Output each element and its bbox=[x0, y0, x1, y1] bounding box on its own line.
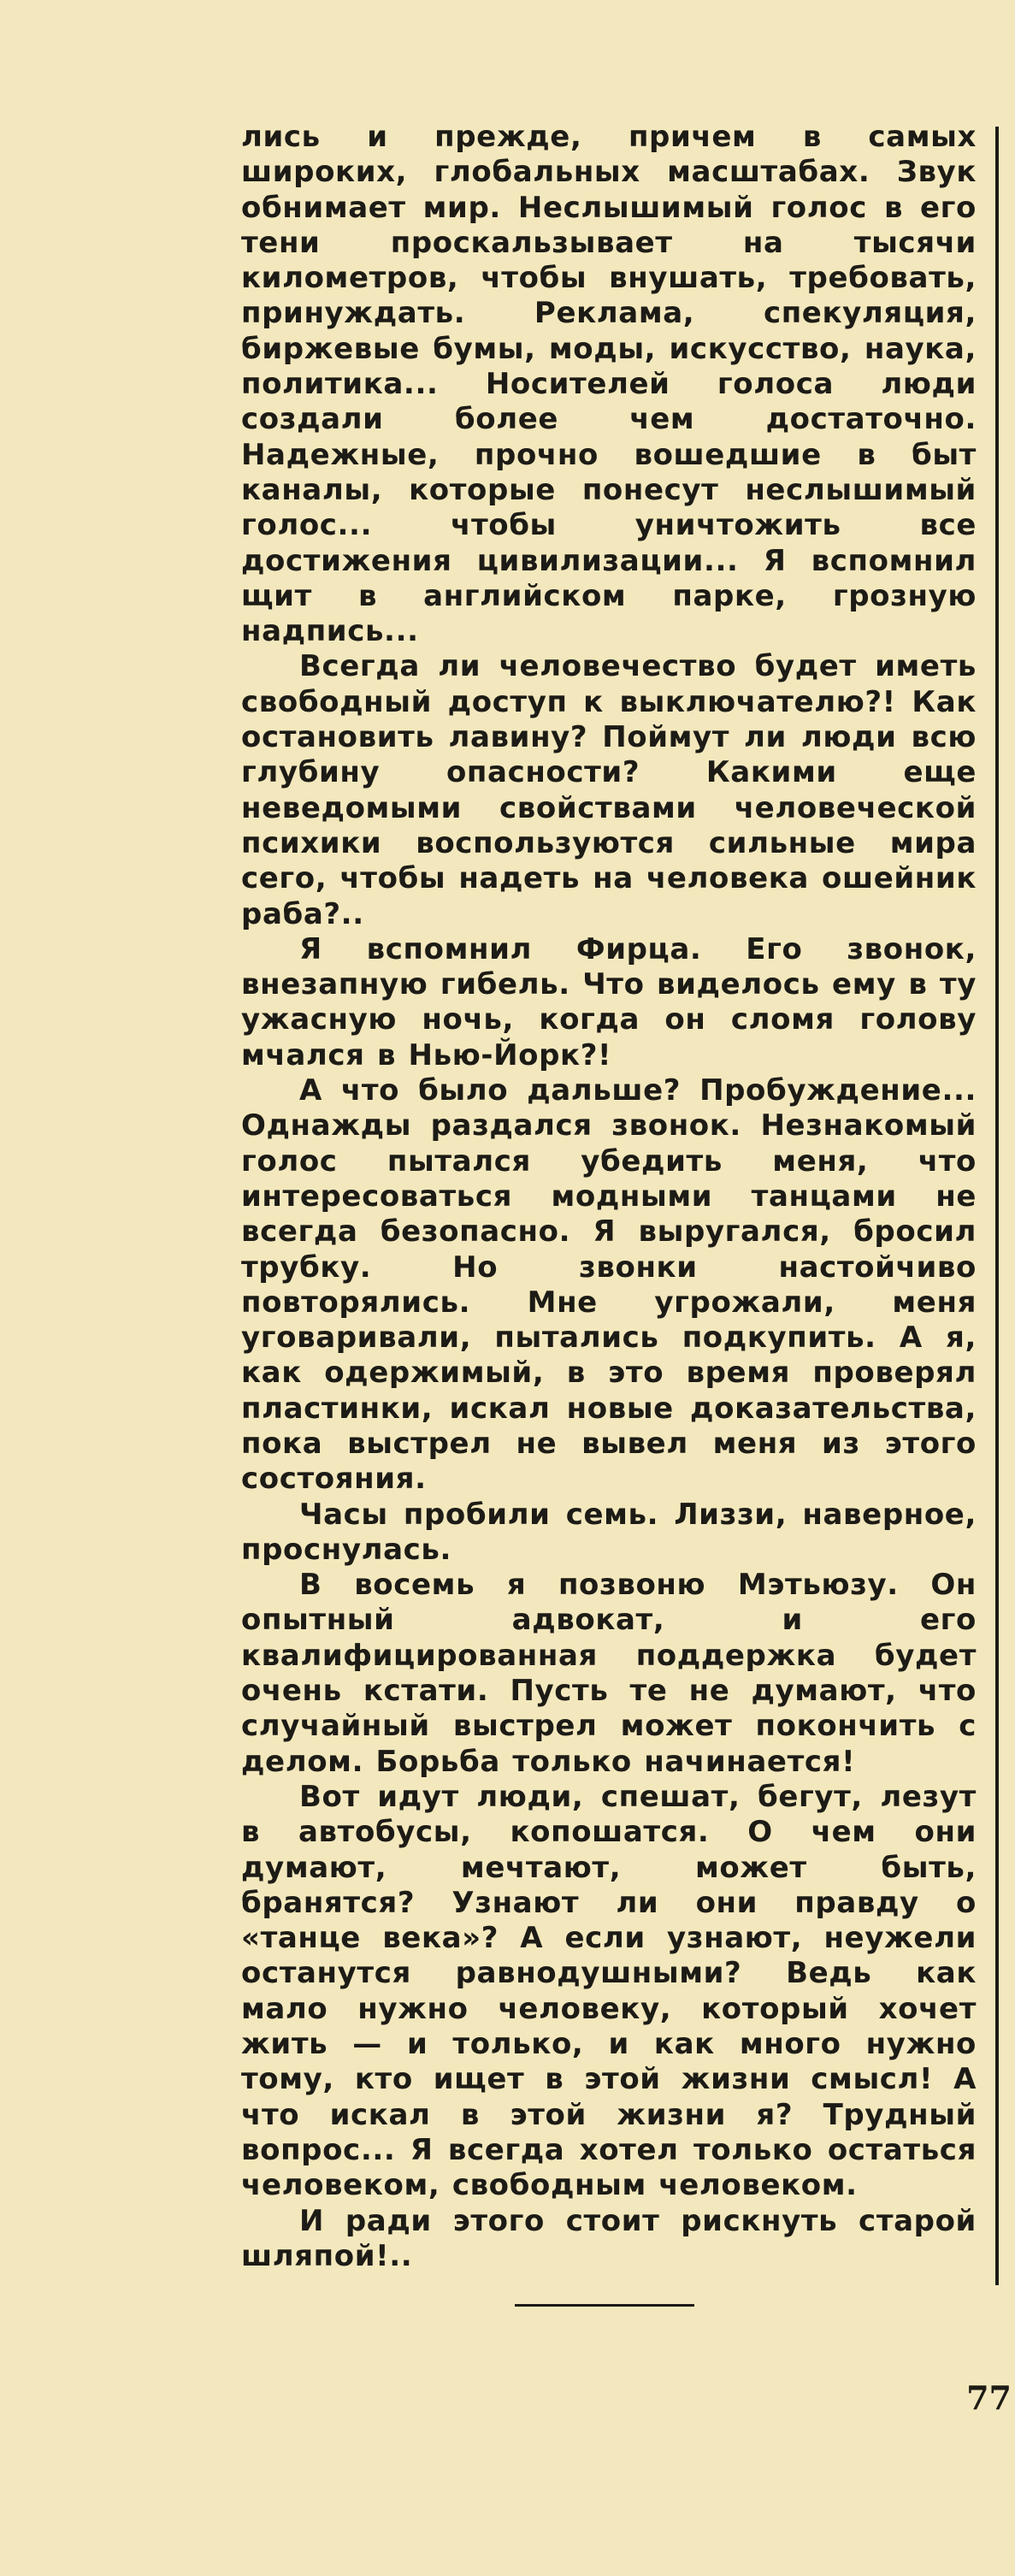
paragraph-continued: лись и прежде, причем в самых широких, глобальных масштабах. Звук обнимает мир. Неслышимый голос в его тени проскальзывает на тысячи километров, чтобы внушать, требовать, принуждать. Реклама, спекуляция, биржевые бумы, моды, искусство, наука, политика... Носителей голоса люди создали более чем достаточно. Надежные, прочно вошедшие в быт каналы, которые понесут неслышимый голос... чтобы уничтожить все достижения цивилизации... Я вспомнил щит в английском парке, грозную надпись... bbox=[241, 120, 977, 649]
paragraph: Я вспомнил Фирца. Его звонок, внезапную гибель. Что виделось ему в ту ужасную ночь, когда он сломя голову мчался в Нью-Йорк?! bbox=[241, 931, 977, 1072]
end-of-chapter-rule bbox=[515, 2304, 694, 2307]
vertical-column-rule bbox=[995, 127, 999, 2285]
paragraph: Вот идут люди, спешат, бегут, лезут в автобусы, копошатся. О чем они думают, мечтают, может быть, бранятся? Узнают ли они правду о «танце века»? А если узнают, неужели останутся равнодушными? Ведь как мало нужно человеку, который хочет жить — и только, и как много нужно тому, кто ищет в этой жизни смысл! А что искал в этой жизни я? Трудный вопрос... Я всегда хотел только остаться человеком, свободным человеком. bbox=[241, 1779, 977, 2203]
page-number: 77 bbox=[966, 2378, 1012, 2417]
text-column bbox=[241, 120, 977, 2274]
paragraph: В восемь я позвоню Мэтьюзу. Он опытный адвокат, и его квалифицированная поддержка будет очень кстати. Пусть те не думают, что случайный выстрел может покончить с делом. Борьба только начинается! bbox=[241, 1568, 977, 1779]
paragraph: Часы пробили семь. Лиззи, наверное, проснулась. bbox=[241, 1497, 977, 1567]
paragraph: А что было дальше? Пробуждение... Однажды раздался звонок. Незнакомый голос пытался убедить меня, что интересоваться модными танцами не всегда безопасно. Я выругался, бросил трубку. Но звонки настойчиво повторялись. Мне угрожали, меня уговаривали, пытались подкупить. А я, как одержимый, в это время проверял пластинки, искал новые доказательства, пока выстрел не вывел меня из этого состояния. bbox=[241, 1073, 977, 1497]
paragraph: Всегда ли человечество будет иметь свободный доступ к выключателю?! Как остановить лавину? Поймут ли люди всю глубину опасности? Какими еще неведомыми свойствами человеческой психики воспользуются сильные мира сего, чтобы надеть на человека ошейник раба?.. bbox=[241, 649, 977, 931]
paragraph-final: И ради этого стоит рискнуть старой шляпой!.. bbox=[241, 2203, 977, 2273]
